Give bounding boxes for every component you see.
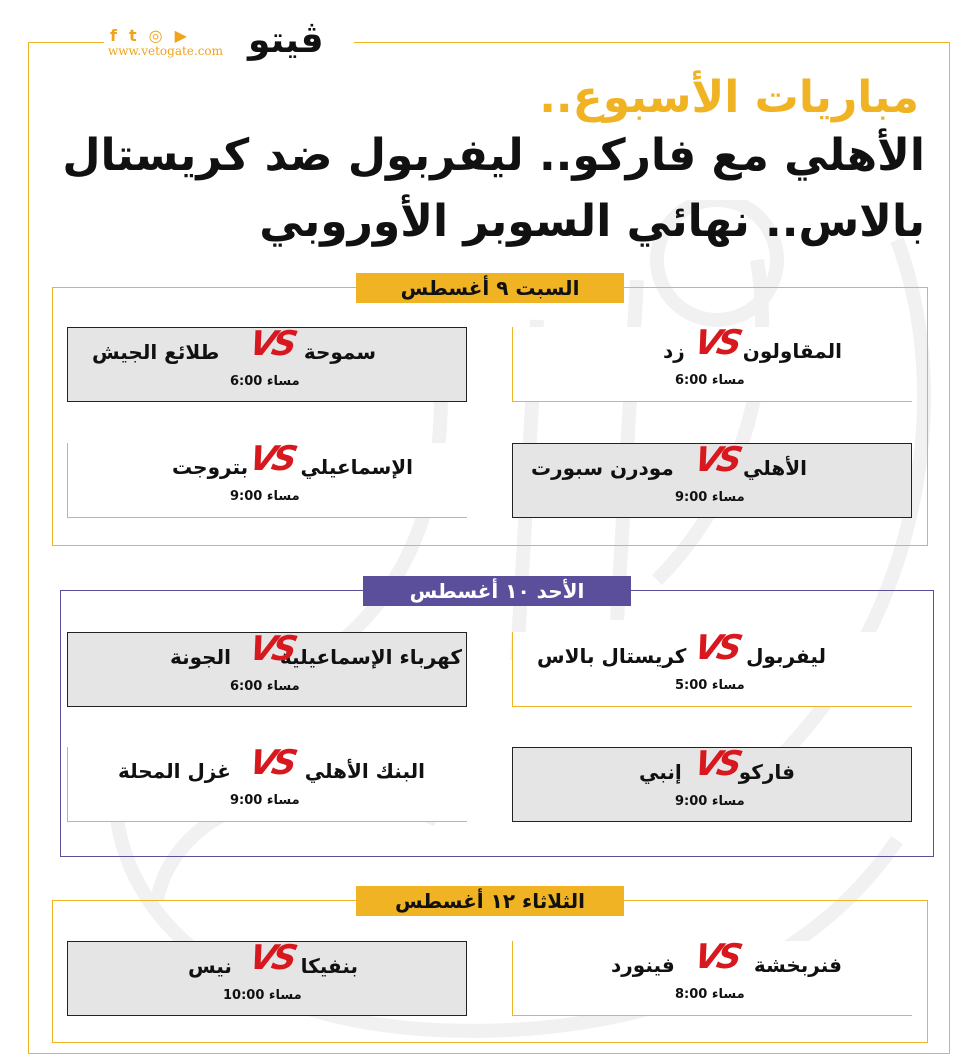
title-line-1: مباريات الأسبوع..: [539, 72, 919, 123]
match-card: [512, 744, 912, 822]
match-time: 8:00 مساء: [675, 987, 745, 1002]
away-team: إنبي: [639, 760, 682, 784]
youtube-icon[interactable]: ▶: [174, 26, 187, 45]
match-card: [67, 743, 467, 822]
home-team: فاركو: [738, 760, 795, 784]
match-time: 5:00 مساء: [675, 678, 745, 693]
home-team: الإسماعيلي: [300, 455, 413, 479]
match-time: 9:00 مساء: [675, 794, 745, 809]
match-time: 9:00 مساء: [230, 793, 300, 808]
away-team: غزل المحلة: [118, 759, 231, 783]
social-links: [110, 26, 187, 45]
match-card: [67, 629, 467, 707]
match-time: 10:00 مساء: [223, 988, 302, 1003]
section-date: الأحد ١٠ أغسطس: [363, 576, 631, 606]
vs-icon: VS: [690, 323, 743, 363]
title-line-2: الأهلي مع فاركو.. ليفربول ضد كريستال: [62, 130, 925, 181]
instagram-icon[interactable]: ◎: [148, 26, 163, 45]
home-team: المقاولون: [742, 339, 842, 363]
match-time: 9:00 مساء: [675, 490, 745, 505]
home-team: الأهلي: [742, 456, 807, 480]
home-team: ليفربول: [746, 644, 826, 668]
home-team: البنك الأهلي: [304, 759, 425, 783]
match-card: [512, 937, 912, 1016]
match-card: [512, 440, 912, 518]
home-team: بنفيكا: [300, 954, 358, 978]
vs-icon: VS: [245, 743, 298, 783]
away-team: زد: [663, 339, 685, 363]
vs-icon: VS: [245, 324, 298, 364]
vs-icon: VS: [690, 628, 743, 668]
brand-logo: ڤيتو: [248, 20, 324, 61]
match-time: 6:00 مساء: [230, 679, 300, 694]
facebook-icon[interactable]: f: [110, 26, 117, 45]
vs-icon: VS: [245, 629, 298, 669]
match-time: 6:00 مساء: [230, 374, 300, 389]
vs-icon: VS: [245, 439, 298, 479]
vs-icon: VS: [245, 938, 298, 978]
vs-icon: VS: [690, 440, 743, 480]
away-team: الجونة: [170, 645, 231, 669]
away-team: نيس: [188, 954, 232, 978]
away-team: بتروجت: [172, 455, 249, 479]
vs-icon: VS: [690, 937, 743, 977]
match-time: 9:00 مساء: [230, 489, 300, 504]
title-line-3: بالاس.. نهائي السوبر الأوروبي: [259, 196, 925, 247]
twitter-icon[interactable]: t: [128, 26, 137, 45]
match-card: [67, 439, 467, 518]
match-time: 6:00 مساء: [675, 373, 745, 388]
away-team: كريستال بالاس: [537, 644, 687, 668]
match-card: [67, 938, 467, 1016]
match-card: [67, 324, 467, 402]
home-team: فنربخشة: [753, 953, 842, 977]
match-card: [512, 628, 912, 707]
away-team: مودرن سبورت: [531, 456, 674, 480]
home-team: كهرباء الإسماعيلية: [279, 645, 462, 669]
section-date: السبت ٩ أغسطس: [356, 273, 624, 303]
match-card: [512, 323, 912, 402]
away-team: طلائع الجيش: [92, 340, 220, 364]
away-team: فينورد: [611, 953, 675, 977]
vs-icon: VS: [690, 744, 743, 784]
section-date: الثلاثاء ١٢ أغسطس: [356, 886, 624, 916]
site-url[interactable]: www.vetogate.com: [108, 44, 224, 58]
home-team: سموحة: [303, 340, 376, 364]
